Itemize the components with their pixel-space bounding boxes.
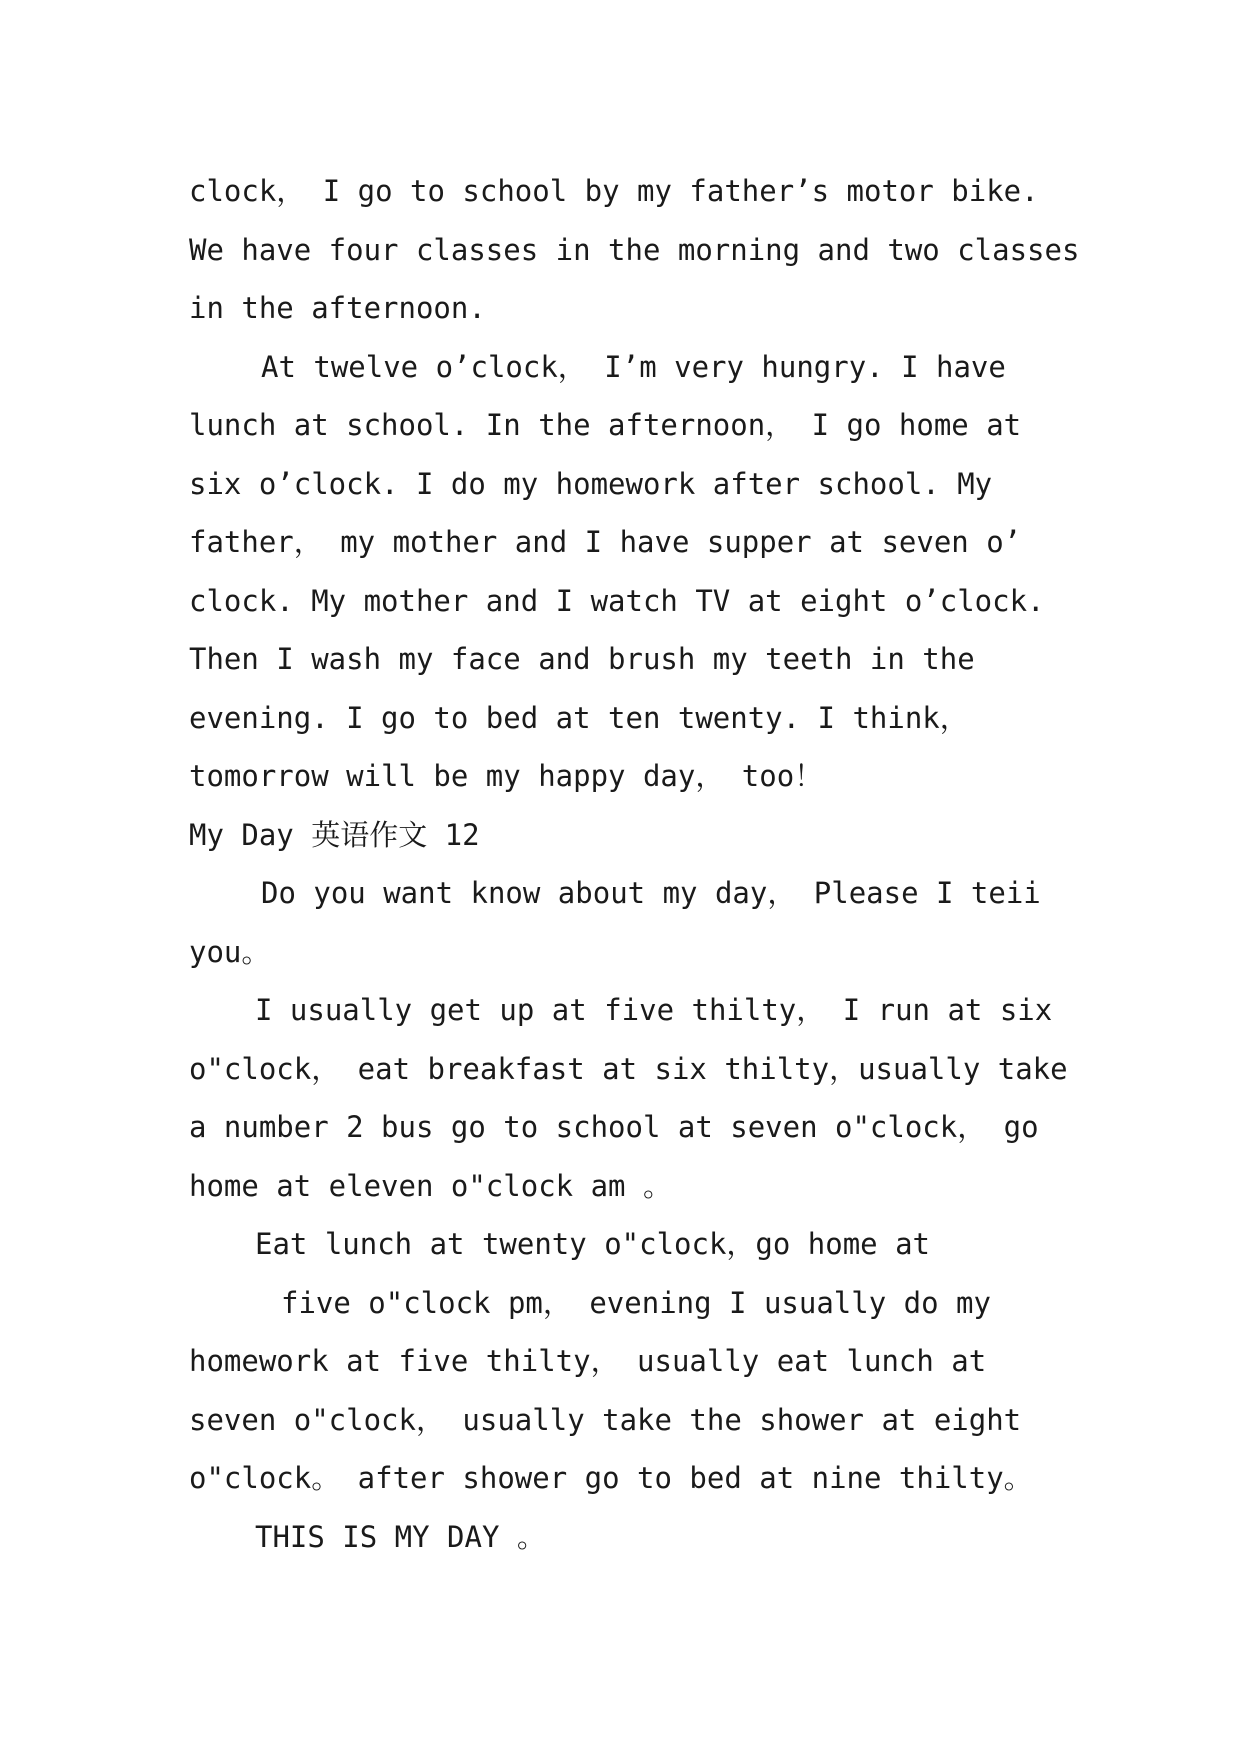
section-heading: My Day 英语作文 12	[189, 817, 480, 852]
text-line: Then I wash my face and brush my teeth in the	[189, 642, 975, 676]
text-line: in the afternoon.	[189, 291, 486, 325]
text-line: tomorrow will be my happy day， too！	[189, 759, 824, 793]
paragraph-start: Do you want know about my day， Please I teii	[261, 876, 1041, 910]
text-line: seven o"clock， usually take the shower at eight	[189, 1402, 1022, 1437]
text-line: lunch at school. In the afternoon， I go home at	[189, 408, 1022, 442]
text-line: six o’clock. I do my homework after school. My	[189, 466, 993, 501]
text-line: We have four classes in the morning and two classes	[189, 232, 1080, 267]
text-line: you。	[189, 934, 271, 969]
essay-text	[189, 162, 1080, 1566]
text-line: clock. My mother and I watch TV at eight o’clock.	[189, 583, 1045, 618]
text-line: homework at five thilty， usually eat lunch at	[189, 1344, 987, 1378]
text-line: five o"clock pm， evening I usually do my	[281, 1285, 991, 1320]
text-line: o"clock， eat breakfast at six thilty，usually take	[189, 1051, 1068, 1086]
paragraph-start: Eat lunch at twenty o"clock，go home at	[255, 1227, 931, 1261]
paragraph-start: At twelve o’clock， I’m very hungry. I have	[261, 349, 1006, 384]
text-line: home at eleven o"clock am 。	[189, 1168, 672, 1203]
text-line: a number 2 bus go to school at seven o"clock， go	[189, 1110, 1039, 1144]
text-line: evening. I go to bed at ten twenty. I think，	[189, 700, 969, 735]
text-line: father， my mother and I have supper at seven o’	[189, 525, 1022, 559]
text-line: clock， I go to school by my father’s motor bike.	[189, 174, 1039, 208]
paragraph-start: I usually get up at five thilty， I run at six	[255, 993, 1053, 1027]
text-line: o"clock。 after shower go to bed at nine thilty。	[189, 1461, 1033, 1495]
paragraph-start: THIS IS MY DAY 。	[255, 1519, 546, 1554]
